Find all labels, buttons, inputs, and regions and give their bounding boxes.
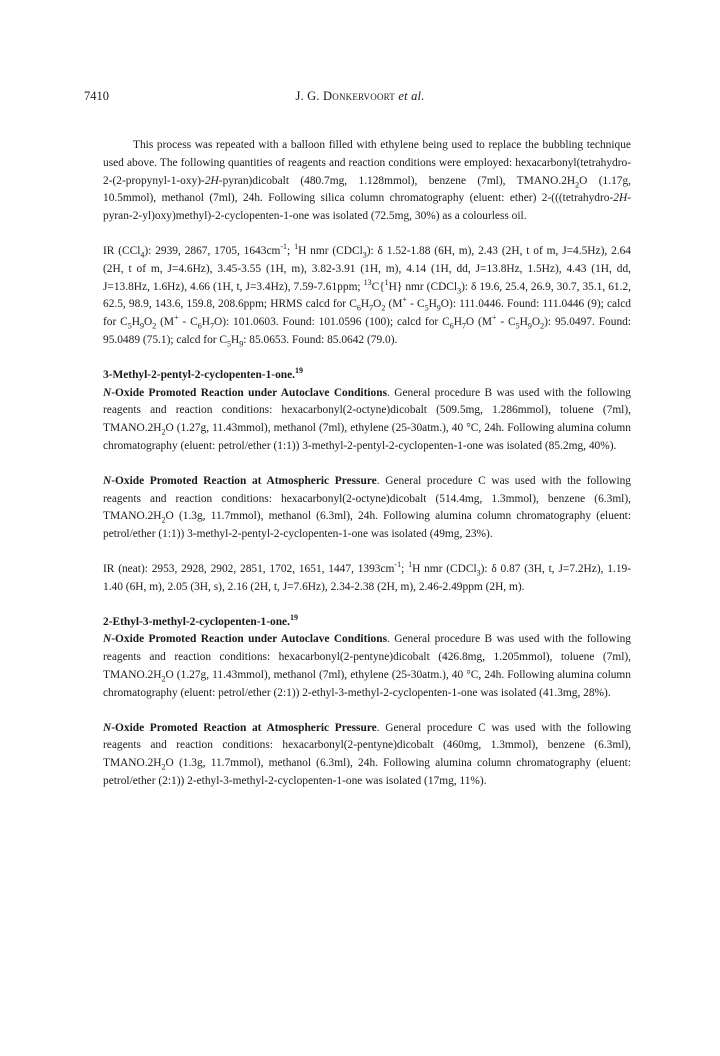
- procedure-subheading: N-Oxide Promoted Reaction at Atmospheric Pressure: [103, 721, 377, 734]
- page-number: 7410: [84, 89, 109, 103]
- procedure-paragraph: N-Oxide Promoted Reaction at Atmospheric Pressure. General procedure C was used with the following reagents and reaction conditions: hexacarbonyl(2-pentyne)dicobalt (460mg, 1.3mmol), benzene (6.3ml), $TMANO.2H_2O$ (1.3g, 11.7mmol), methanol (6.3ml), 24h. Following alumina column chromatography (eluent: petrol/ether (2:1)) 2-ethyl-3-methyl-2-cyclopenten-1-one was isolated (17mg, 11%).: [103, 721, 632, 787]
- running-head: [0, 89, 720, 104]
- procedure-paragraph: This process was repeated with a balloon filled with ethylene being used to replace the bubbling technique used above. The following quantities of reagents and reaction conditions were employed: hexacarbonyl(tetrahydro-2-(2-propynyl-1-oxy)-2H-pyran)dicobalt (480.7mg, 1.128mmol), benzene (7ml), $TMANO.2H_2O$ (1.17g, 10.5mmol), methanol (7ml), 24h. Following silica column chromatography (eluent: ether) 2-(((tetrahydro-2H-pyran-2-yl)oxy)methyl)-2-cyclopenten-1-one was isolated (72.5mg, 30%) as a colourless oil.: [103, 139, 632, 223]
- running-head-et-al: et al.: [398, 89, 425, 103]
- body-text: [103, 137, 631, 791]
- spectral-data-paragraph: IR (CCl$_4$): 2939, 2867, 1705, $1643cm^{-1}$; $^1$H nmr (CDCl$_3$): δ 1.52-1.88 (6H, m), 2.43 (2H, t of m, J=4.5Hz), 2.64 (2H, t of m, J=4.6Hz), 3.45-3.55 (1H, m), 3.82-3.91 (1H, m), 4.14 (1H, dd, J=13.8Hz, 1.5Hz), 4.43 (1H, dd, J=13.8Hz, 1.6Hz), 4.66 (1H, t, J=3.4Hz), 7.59-7.61ppm; $^{13}$C{$^1$H} nmr (CDCl$_3$): δ 19.6, 25.4, 26.9, 30.7, 35.1, 61.2, 62.5, 98.9, 143.6, 159.8, 208.6ppm; HRMS calcd for $C_6H_7O_2$ $(M^+ - C_5H_9O)$: 111.0446. Found: 111.0446 (9); calcd for $C_5H_9O_2$ $(M^+ - C_6H_7O)$: 101.0603. Found: 101.0596 (100); calcd for $C_6H_7O$ $(M^+ - C_5H_9O_2)$: 95.0497. Found: 95.0489 (75.1); calcd for $C_5H_9$: 85.0653. Found: 85.0642 (79.0).: [103, 242, 632, 349]
- procedure-subheading: N-Oxide Promoted Reaction at Atmospheric Pressure: [103, 474, 377, 487]
- procedure-paragraph: N-Oxide Promoted Reaction at Atmospheric Pressure. General procedure C was used with the following reagents and reaction conditions: hexacarbonyl(2-octyne)dicobalt (514.4mg, 1.3mmol), benzene (6.3ml), $TMANO.2H_2O$ (1.3g, 11.7mmol), methanol (6.3ml), 24h. Following alumina column chromatography (eluent: petrol/ether (1:1)) 3-methyl-2-pentyl-2-cyclopenten-1-one was isolated (49mg, 23%).: [103, 474, 632, 541]
- spectral-data-paragraph: IR (neat): 2953, 2928, 2902, 2851, 1702, 1651, 1447, $1393cm^{-1}$; $^1$H nmr (CDCl$_3$): δ 0.87 (3H, t, J=7.2Hz), 1.19-1.40 (6H, m), 2.05 (3H, s), 2.16 (2H, t, J=7.6Hz), 2.34-2.38 (2H, m), 2.46-2.49ppm (2H, m).: [103, 560, 632, 593]
- procedure-subheading: N-Oxide Promoted Reaction under Autoclave Conditions: [103, 633, 388, 646]
- procedure-paragraph: N-Oxide Promoted Reaction under Autoclave Conditions. General procedure B was used with the following reagents and reaction conditions: hexacarbonyl(2-pentyne)dicobalt (426.8mg, 1.205mmol), toluene (7ml), $TMANO.2H_2O$ (1.27g, 11.43mmol), methanol (7ml), ethylene (25-30atm.), 40 °C, 24h. Following alumina column chromatography (eluent: petrol/ether (2:1)) 2-ethyl-3-methyl-2-cyclopenten-1-one was isolated (41.3mg, 28%).: [103, 633, 631, 699]
- running-head-author: J. G. Donkervoort: [295, 89, 396, 103]
- procedure-subheading: N-Oxide Promoted Reaction under Autoclave Conditions: [103, 386, 388, 399]
- compound-heading: 3-Methyl-2-pentyl-2-cyclopenten-1-one.$^{19}$: [103, 365, 304, 381]
- compound-heading: 2-Ethyl-3-methyl-2-cyclopenten-1-one.$^{19}$: [103, 612, 298, 628]
- procedure-paragraph: N-Oxide Promoted Reaction under Autoclave Conditions. General procedure B was used with the following reagents and reaction conditions: hexacarbonyl(2-octyne)dicobalt (509.5mg, 1.286mmol), toluene (7ml), $TMANO.2H_2O$ (1.27g, 11.43mmol), methanol (7ml), ethylene (25-30atm.), 40 °C, 24h. Following alumina column chromatography (eluent: petrol/ether (1:1)) 3-methyl-2-pentyl-2-cyclopenten-1-one was isolated (85.2mg, 40%).: [103, 386, 631, 452]
